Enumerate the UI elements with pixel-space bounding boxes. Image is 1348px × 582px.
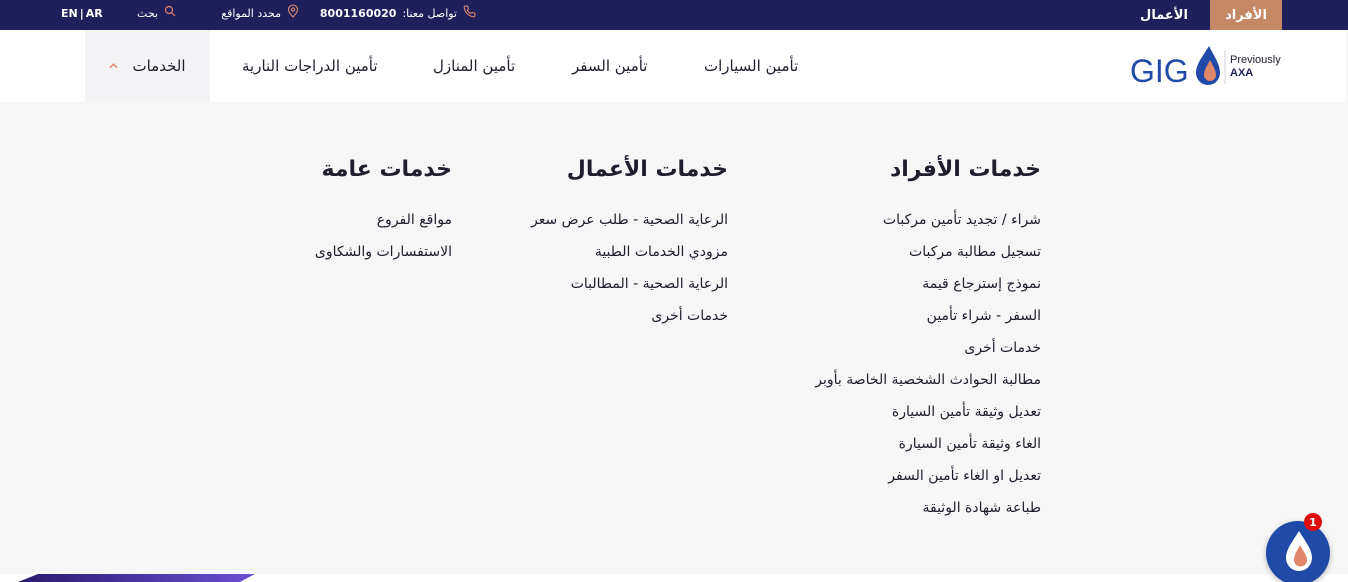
decorative-band bbox=[0, 574, 260, 582]
menu-link[interactable]: مزودي الخدمات الطبية bbox=[594, 244, 728, 260]
menu-column-general bbox=[250, 152, 452, 268]
menu-link[interactable]: تعديل وثيقة تأمين السيارة bbox=[891, 404, 1041, 420]
nav-services-label: الخدمات bbox=[132, 57, 186, 75]
search-icon bbox=[164, 5, 176, 21]
menu-column-business bbox=[480, 152, 728, 332]
menu-link[interactable]: الغاء وثيقة تأمين السيارة bbox=[898, 436, 1041, 452]
chat-bubble-icon bbox=[1266, 521, 1330, 582]
menu-link[interactable]: خدمات أخرى bbox=[651, 308, 728, 324]
phone-icon bbox=[463, 5, 476, 22]
contact-label: تواصل معنا: bbox=[402, 6, 457, 20]
menu-column-individuals bbox=[740, 152, 1041, 524]
search-label: بحث bbox=[137, 6, 158, 20]
search-link[interactable] bbox=[128, 0, 176, 26]
nav-services[interactable] bbox=[85, 30, 210, 102]
nav-travel-insurance[interactable]: تأمين السفر bbox=[572, 57, 648, 75]
nav-motorbike-insurance[interactable]: تأمين الدراجات النارية bbox=[242, 57, 378, 75]
main-header bbox=[0, 30, 1346, 102]
menu-title-business: خدمات الأعمال bbox=[566, 157, 728, 182]
brand-logo[interactable] bbox=[1130, 44, 1282, 88]
menu-link[interactable]: خدمات أخرى bbox=[964, 340, 1041, 356]
menu-title-general: خدمات عامة bbox=[321, 157, 452, 182]
lang-ar[interactable]: AR bbox=[85, 6, 103, 20]
chevron-up-icon bbox=[109, 61, 118, 72]
menu-link[interactable]: مطالبة الحوادث الشخصية الخاصة بأوبر bbox=[815, 372, 1041, 388]
svg-text:AXA: AXA bbox=[1230, 67, 1254, 79]
contact-link[interactable] bbox=[319, 0, 476, 26]
language-switcher bbox=[61, 0, 103, 26]
branch-locator-link[interactable] bbox=[213, 0, 299, 26]
menu-link[interactable]: الرعاية الصحية - طلب عرض سعر bbox=[530, 212, 728, 228]
chat-notification-badge: 1 bbox=[1304, 513, 1322, 531]
locator-label: محدد المواقع bbox=[221, 6, 281, 20]
menu-link[interactable]: السفر - شراء تأمين bbox=[926, 308, 1041, 324]
menu-link[interactable]: الاستفسارات والشكاوى bbox=[314, 244, 452, 260]
menu-link[interactable]: نموذج إسترجاع قيمة bbox=[922, 276, 1041, 292]
contact-number: 8001160020 bbox=[319, 6, 397, 20]
lang-separator: | bbox=[79, 6, 84, 20]
nav-home-insurance[interactable]: تأمين المنازل bbox=[433, 57, 516, 75]
menu-title-individuals: خدمات الأفراد bbox=[889, 157, 1041, 182]
svg-text:GIG: GIG bbox=[1130, 53, 1189, 88]
tab-business[interactable]: الأعمال bbox=[1140, 7, 1188, 23]
menu-link[interactable]: مواقع الفروع bbox=[376, 212, 452, 228]
tab-individuals[interactable]: الأفراد bbox=[1210, 0, 1282, 30]
lang-en[interactable]: EN bbox=[61, 6, 78, 20]
menu-link[interactable]: طباعة شهادة الوثيقة bbox=[922, 500, 1041, 516]
svg-text:Previously: Previously bbox=[1230, 54, 1281, 66]
location-pin-icon bbox=[287, 4, 299, 22]
menu-link[interactable]: تعديل او الغاء تأمين السفر bbox=[888, 468, 1041, 484]
nav-car-insurance[interactable]: تأمين السيارات bbox=[704, 57, 799, 75]
menu-link[interactable]: شراء / تجديد تأمين مركبات bbox=[882, 212, 1041, 228]
chat-widget-button[interactable] bbox=[1266, 521, 1330, 582]
menu-link[interactable]: تسجيل مطالبة مركبات bbox=[909, 244, 1041, 260]
top-utility-bar bbox=[0, 0, 1348, 30]
menu-link[interactable]: الرعاية الصحية - المطالبات bbox=[570, 276, 728, 292]
